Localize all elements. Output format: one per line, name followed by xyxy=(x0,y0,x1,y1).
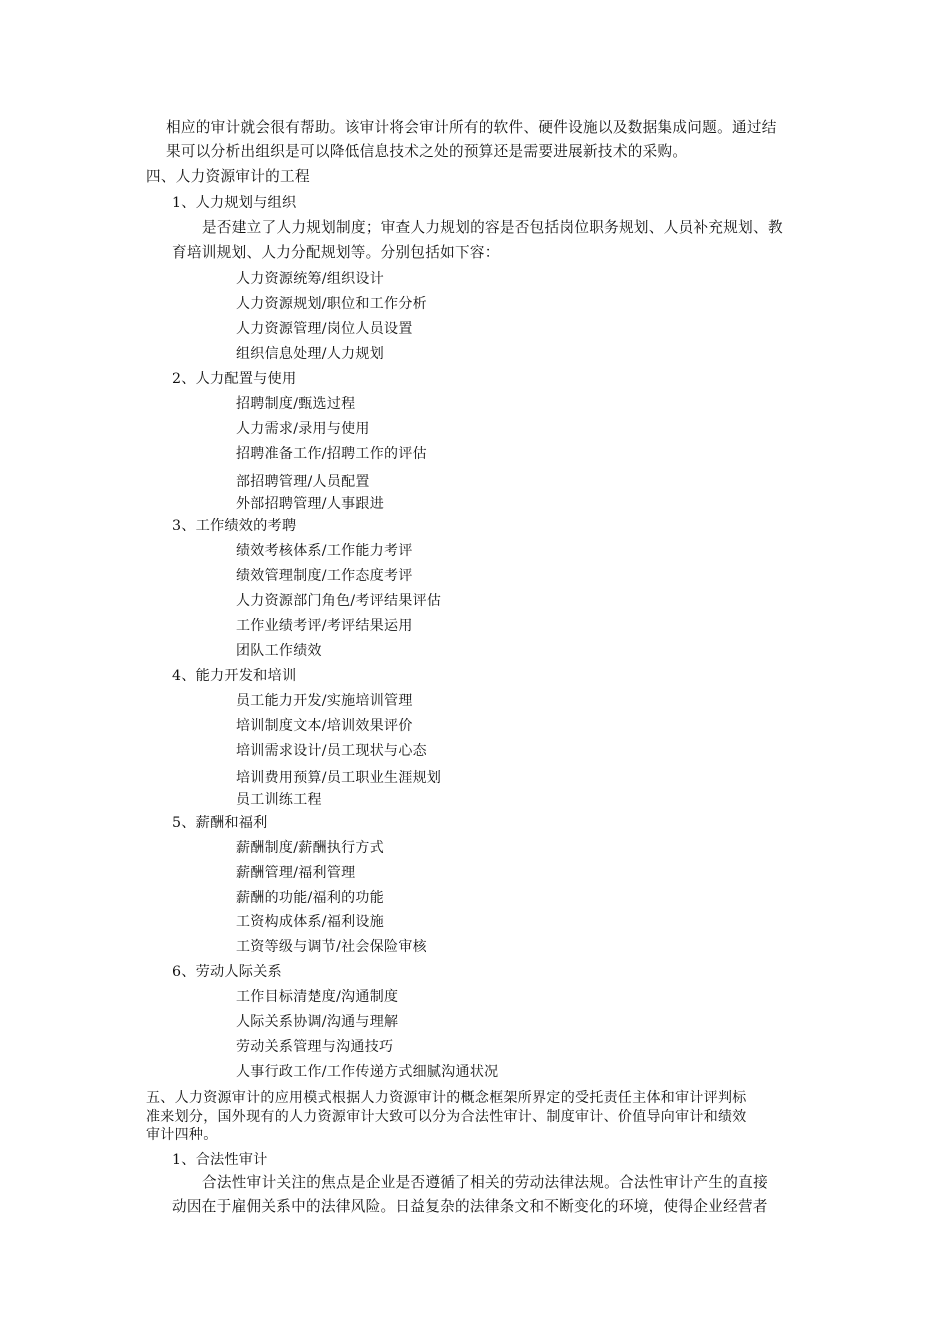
list-item: 培训制度文本/培训效果评价 xyxy=(236,718,413,734)
intro-line-1: 相应的审计就会很有帮助。该审计将会审计所有的软件、硬件设施以及数据集成问题。通过结 xyxy=(166,119,777,136)
sub-heading-4-4: 4、能力开发和培训 xyxy=(172,668,297,684)
list-item: 员工能力开发/实施培训管理 xyxy=(236,693,413,709)
list-item: 团队工作绩效 xyxy=(236,643,322,659)
list-item: 工作业绩考评/考评结果运用 xyxy=(236,618,413,634)
list-item: 人力资源管理/岗位人员设置 xyxy=(236,321,413,337)
list-item: 人力资源统筹/组织设计 xyxy=(236,271,385,287)
list-item: 部招聘管理/人员配置 xyxy=(236,474,370,490)
intro-line-2: 果可以分析出组织是可以降低信息技术之处的预算还是需要进展新技术的采购。 xyxy=(166,143,688,160)
section-5-line-3: 审计四种。 xyxy=(146,1127,218,1143)
list-item: 工作目标清楚度/沟通制度 xyxy=(236,989,399,1005)
list-item: 员工训练工程 xyxy=(236,792,322,808)
list-item: 培训费用预算/员工职业生涯规划 xyxy=(236,770,442,786)
list-item: 工资构成体系/福利设施 xyxy=(236,914,385,930)
list-item: 培训需求设计/员工现状与心态 xyxy=(236,743,427,759)
list-item: 外部招聘管理/人事跟进 xyxy=(236,496,385,512)
list-item: 工资等级与调节/社会保险审核 xyxy=(236,939,427,955)
section-5-line-1: 五、人力资源审计的应用模式根据人力资源审计的概念框架所界定的受托责任主体和审计评判标 xyxy=(146,1090,747,1106)
sub-heading-4-2: 2、人力配置与使用 xyxy=(172,371,297,387)
list-item: 薪酬制度/薪酬执行方式 xyxy=(236,840,385,856)
sub-heading-4-1: 1、人力规划与组织 xyxy=(172,195,297,211)
list-item: 人力需求/录用与使用 xyxy=(236,421,370,437)
para-5-1-line-2: 动因在于雇佣关系中的法律风险。日益复杂的法律条文和不断变化的环境，使得企业经营者 xyxy=(172,1198,768,1215)
section-5-line-2: 准来划分，国外现有的人力资源审计大致可以分为合法性审计、制度审计、价值导向审计和绩效 xyxy=(146,1109,747,1125)
sub-heading-5-1: 1、合法性审计 xyxy=(172,1152,268,1168)
list-item: 人力资源规划/职位和工作分析 xyxy=(236,296,427,312)
sub-heading-4-3: 3、工作绩效的考聘 xyxy=(172,518,297,534)
list-item: 组织信息处理/人力规划 xyxy=(236,346,385,362)
list-item: 劳动关系管理与沟通技巧 xyxy=(236,1039,394,1055)
sub-heading-4-6: 6、劳动人际关系 xyxy=(172,964,282,980)
sub-heading-4-5: 5、薪酬和福利 xyxy=(172,815,268,831)
list-item: 人力资源部门角色/考评结果评估 xyxy=(236,593,442,609)
list-item: 人事行政工作/工作传递方式细腻沟通状况 xyxy=(236,1064,499,1080)
para-4-1-line-1: 是否建立了人力规划制度；审查人力规划的容是否包括岗位职务规划、人员补充规划、教 xyxy=(202,219,783,236)
list-item: 绩效考核体系/工作能力考评 xyxy=(236,543,413,559)
para-4-1-line-2: 育培训规划、人力分配规划等。分别包括如下容： xyxy=(172,244,500,261)
list-item: 招聘准备工作/招聘工作的评估 xyxy=(236,446,427,462)
list-item: 人际关系协调/沟通与理解 xyxy=(236,1014,399,1030)
list-item: 招聘制度/甄选过程 xyxy=(236,396,356,412)
section-4-heading: 四、人力资源审计的工程 xyxy=(146,168,310,185)
list-item: 薪酬的功能/福利的功能 xyxy=(236,890,385,906)
list-item: 薪酬管理/福利管理 xyxy=(236,865,356,881)
para-5-1-line-1: 合法性审计关注的焦点是企业是否遵循了相关的劳动法律法规。合法性审计产生的直接 xyxy=(202,1174,768,1191)
list-item: 绩效管理制度/工作态度考评 xyxy=(236,568,413,584)
